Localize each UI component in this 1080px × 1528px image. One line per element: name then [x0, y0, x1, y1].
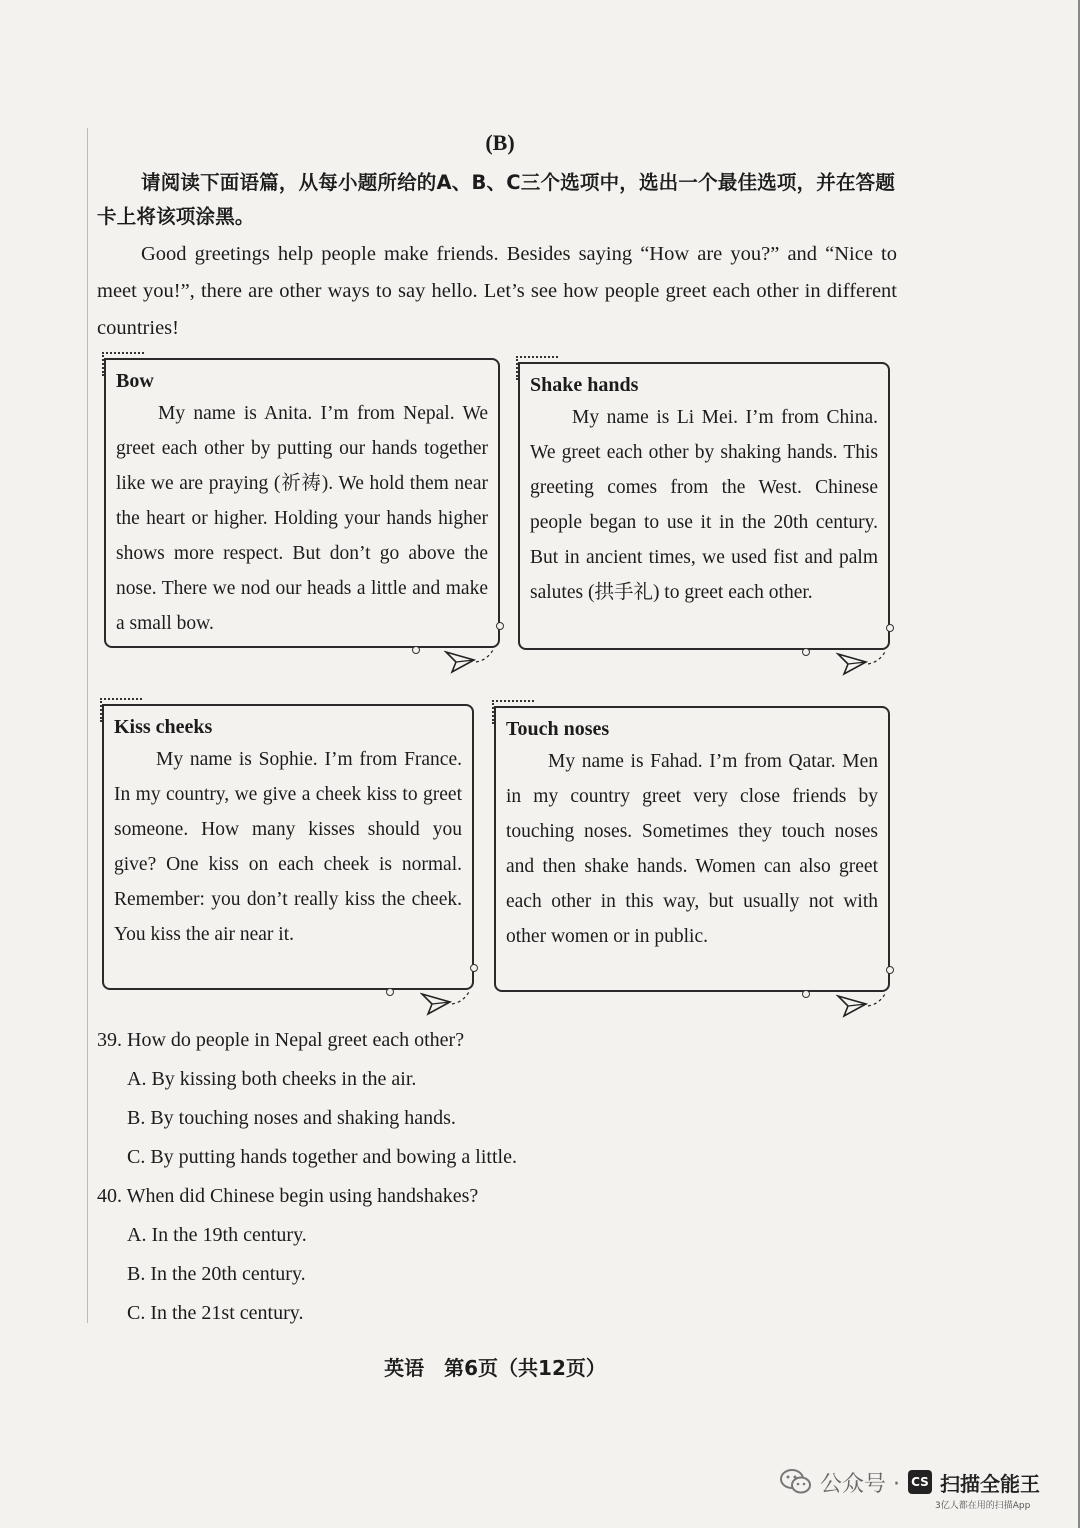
card-heading: Kiss cheeks [114, 716, 213, 738]
option-39-c: C. By putting hands together and bowing a little. [127, 1146, 517, 1168]
frame-dot [886, 966, 894, 974]
option-40-b: B. In the 20th century. [127, 1263, 306, 1285]
section-title: (B) [485, 130, 515, 155]
question-39: 39. How do people in Nepal greet each other? [97, 1029, 465, 1051]
card-heading: Touch noses [506, 718, 610, 740]
watermark-tagline: 3亿人都在用的扫描App [935, 1501, 1031, 1511]
paper-plane-icon [444, 644, 498, 674]
card-heading: Bow [116, 370, 154, 392]
page-footer: 英语 第6页（共12页） [384, 1356, 606, 1380]
left-margin-rule [87, 128, 88, 1323]
card-bow [102, 352, 500, 674]
instructions: 请阅读下面语篇，从每小题所给的A、B、C三个选项中，选出一个最佳选项，并在答题卡上将该项涂黑。 [97, 171, 896, 228]
frame-dot [496, 622, 504, 630]
frame-dot [470, 964, 478, 972]
frame-dot [412, 646, 420, 654]
frame-dot [802, 990, 810, 998]
frame-dot [886, 624, 894, 632]
card-text: My name is Fahad. I’m from Qatar. Men in my country greet very close friends by touching noses. Sometimes they touch noses and then shake hands. Women can also greet each other in this way, but usually not with other women or in public. [506, 751, 878, 947]
card-text: My name is Sophie. I’m from France. In my country, we give a cheek kiss to greet someone. How many kisses should you give? One kiss on each cheek is normal. Remember: you don’t really kiss the cheek. You kiss the air near it. [114, 749, 462, 945]
watermark-brand: 扫描全能王 [940, 1471, 1040, 1496]
option-39-b: B. By touching noses and shaking hands. [127, 1107, 456, 1129]
paper-plane-icon [836, 988, 890, 1018]
camscanner-badge: CS [908, 1470, 932, 1494]
frame-dot [802, 648, 810, 656]
watermark-account: 公众号 · [820, 1471, 900, 1497]
question-40: 40. When did Chinese begin using handshakes? [97, 1185, 479, 1207]
paper-plane-icon [836, 646, 890, 676]
frame-dot [386, 988, 394, 996]
paper-plane-icon [420, 986, 474, 1016]
card-text: My name is Li Mei. I’m from China. We greet each other by shaking hands. This greeting comes from the West. Chinese people began to use it in the 20th century. But in ancient times, we used fist and palm salutes (拱手礼) to greet each other. [530, 407, 878, 603]
option-39-a: A. By kissing both cheeks in the air. [127, 1068, 417, 1090]
option-40-c: C. In the 21st century. [127, 1302, 304, 1324]
wechat-icon [780, 1468, 812, 1496]
card-shake-hands [516, 356, 890, 676]
card-kiss-cheeks [100, 698, 474, 1016]
card-text: My name is Anita. I’m from Nepal. We greet each other by putting our hands together like we are praying (祈祷). We hold them near the heart or higher. Holding your hands higher shows more respect. But don’t go above the nose. There we nod our heads a little and make a small bow. [116, 403, 488, 634]
intro-paragraph: Good greetings help people make friends. Besides saying “How are you?” and “Nice to meet you!”, there are other ways to say hello. Let’s see how people greet each other in different countries! [97, 243, 897, 339]
option-40-a: A. In the 19th century. [127, 1224, 307, 1246]
card-touch-noses [492, 700, 890, 1018]
scanner-watermark [780, 1462, 1040, 1502]
card-heading: Shake hands [530, 374, 639, 396]
